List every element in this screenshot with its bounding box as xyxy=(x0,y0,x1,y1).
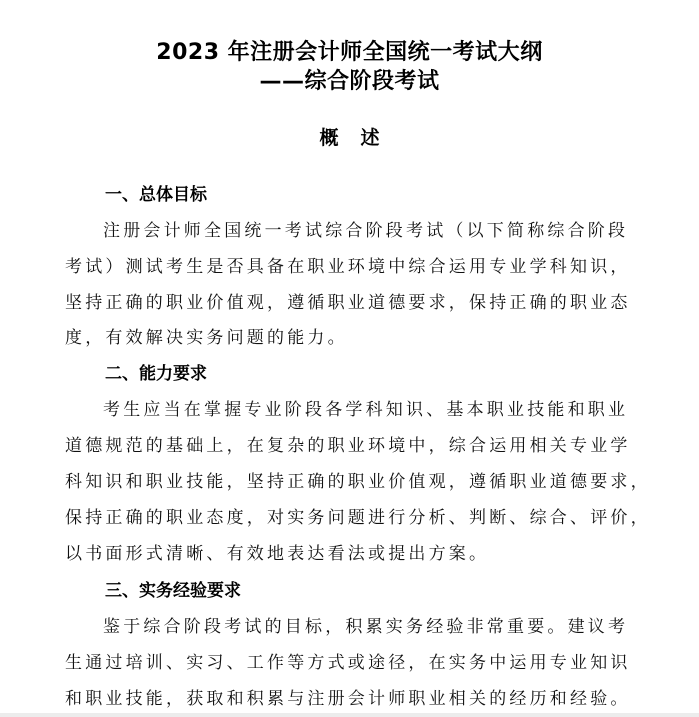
paragraph-line: 道德规范的基础上，在复杂的职业环境中，综合运用相关专业学 xyxy=(65,436,631,456)
paragraph-line: 度，有效解决实务问题的能力。 xyxy=(65,328,348,348)
paragraph-line: 和职业技能，获取和积累与注册会计师职业相关的经历和经验。 xyxy=(65,689,631,709)
section-heading-experience: 三、实务经验要求 xyxy=(105,581,241,601)
paragraph-line: 保持正确的职业态度，对实务问题进行分析、判断、综合、评价， xyxy=(65,508,651,528)
section-heading-abilities: 二、能力要求 xyxy=(105,364,207,384)
overview-char-2: 述 xyxy=(360,127,380,149)
paragraph-line: 考生应当在掌握专业阶段各学科知识、基本职业技能和职业 xyxy=(103,400,629,420)
paragraph-line: 考试）测试考生是否具备在职业环境中综合运用专业学科知识， xyxy=(65,257,631,277)
overview-heading xyxy=(0,123,699,150)
document-subtitle: ——综合阶段考试 xyxy=(259,69,440,94)
paragraph-line: 科知识和职业技能，坚持正确的职业价值观，遵循职业道德要求， xyxy=(65,472,651,492)
overview-char-1: 概 xyxy=(319,127,339,149)
document-title: 2023 年注册会计师全国统一考试大纲 xyxy=(156,40,543,65)
paragraph-line: 鉴于综合阶段考试的目标，积累实务经验非常重要。建议考 xyxy=(103,617,629,637)
section-heading-goals: 一、总体目标 xyxy=(105,185,207,205)
paragraph-line: 以书面形式清晰、有效地表达看法或提出方案。 xyxy=(65,544,490,564)
paragraph-line: 注册会计师全国统一考试综合阶段考试（以下简称综合阶段 xyxy=(103,221,629,241)
paragraph-line: 生通过培训、实习、工作等方式或途径，在实务中运用专业知识 xyxy=(65,653,631,673)
paragraph-line: 坚持正确的职业价值观，遵循职业道德要求，保持正确的职业态 xyxy=(65,293,631,313)
page-bottom-edge xyxy=(0,713,699,717)
